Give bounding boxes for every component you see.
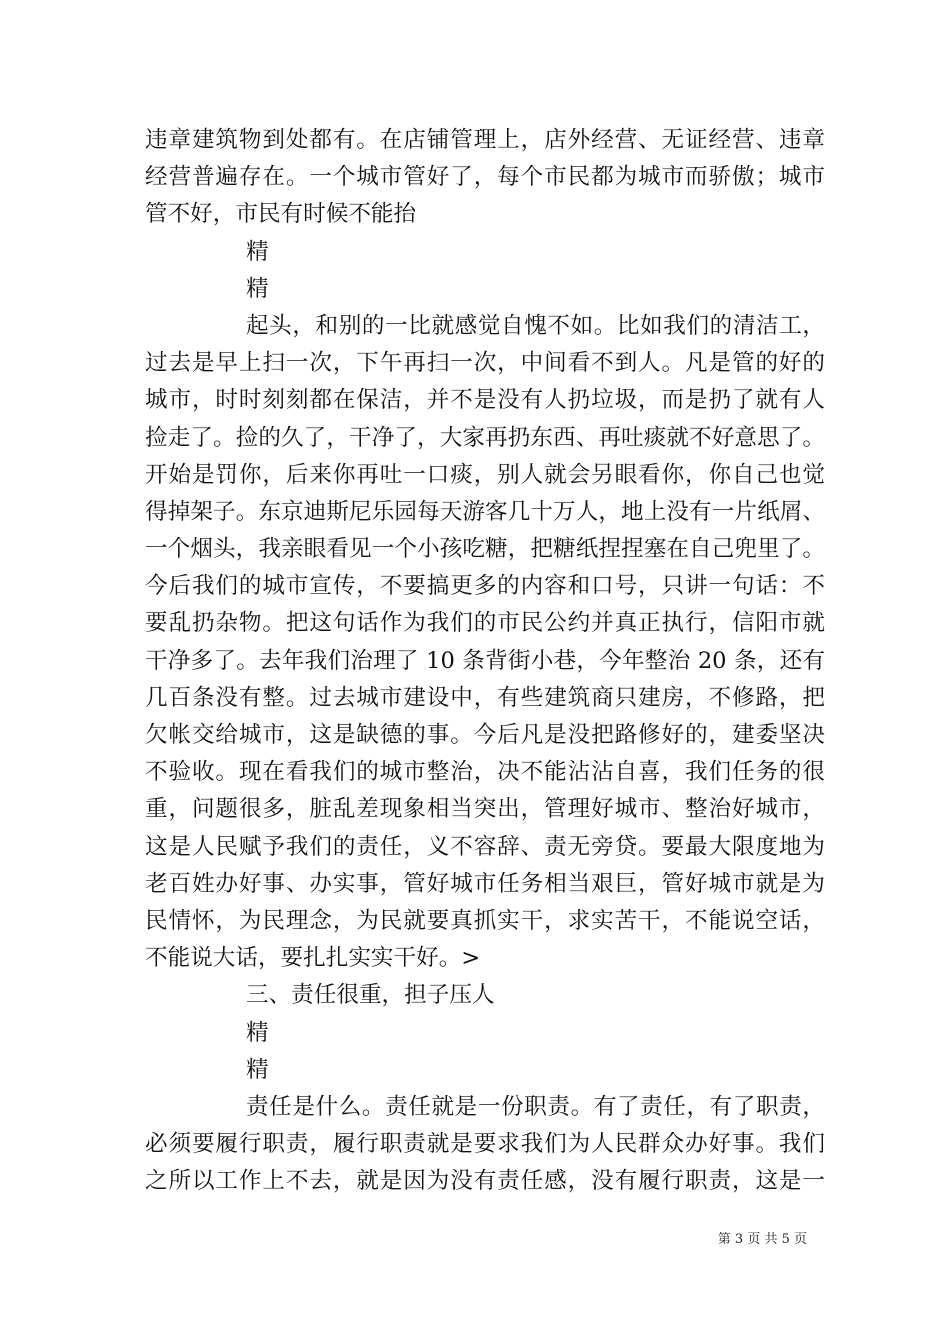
text-line: 干净多了。去年我们治理了 10 条背街小巷，今年整治 20 条，还有: [145, 647, 825, 674]
text-line: 经营普遍存在。一个城市管好了，每个市民都为城市而骄傲；城市: [145, 164, 825, 191]
text-line: 捡走了。捡的久了，干净了，大家再扔东西、再吐痰就不好意思了。: [145, 424, 825, 451]
text-line: 精: [246, 238, 269, 265]
text-line: 得掉架子。东京迪斯尼乐园每天游客几十万人，地上没有一片纸屑、: [145, 498, 825, 525]
text-line: 起头，和别的一比就感觉自愧不如。比如我们的清洁工，: [246, 312, 825, 339]
page-number-footer: 第 3 页 共 5 页: [717, 1232, 807, 1247]
text-line: 要乱扔杂物。把这句话作为我们的市民公约并真正执行，信阳市就: [145, 610, 825, 637]
text-line: 开始是罚你，后来你再吐一口痰，别人就会另眼看你，你自己也觉: [145, 461, 825, 488]
text-line: 必须要履行职责，履行职责就是要求我们为人民群众办好事。我们: [145, 1131, 825, 1158]
text-line: 这是人民赋予我们的责任，义不容辞、责无旁贷。要最大限度地为: [145, 833, 825, 860]
text-line: 几百条没有整。过去城市建设中，有些建筑商只建房，不修路，把: [145, 684, 825, 711]
text-line: 过去是早上扫一次，下午再扫一次，中间看不到人。凡是管的好的: [145, 350, 825, 377]
text-line: 不验收。现在看我们的城市整治，决不能沾沾自喜，我们任务的很: [145, 759, 825, 786]
text-line: 不能说大话，要扎扎实实干好。>: [145, 945, 481, 972]
text-line: 重，问题很多，脏乱差现象相当突出，管理好城市、整治好城市，: [145, 796, 825, 823]
text-line: 民情怀，为民理念，为民就要真抓实干，求实苦干，不能说空话，: [145, 907, 825, 934]
text-line: 一个烟头，我亲眼看见一个小孩吃糖，把糖纸捏捏塞在自己兜里了。: [145, 536, 825, 563]
text-line: 管不好，市民有时候不能抬: [145, 201, 417, 228]
text-line: 精: [246, 1019, 269, 1046]
text-line: 城市，时时刻刻都在保洁，并不是没有人扔垃圾，而是扔了就有人: [145, 387, 825, 414]
text-line: 老百姓办好事、办实事，管好城市任务相当艰巨，管好城市就是为: [145, 870, 825, 897]
text-line: 欠帐交给城市，这是缺德的事。今后凡是没把路修好的，建委坚决: [145, 722, 825, 748]
text-line: 之所以工作上不去，就是因为没有责任感，没有履行职责，这是一: [145, 1168, 825, 1195]
text-line: 三、责任很重，担子压人: [246, 982, 495, 1009]
text-line: 违章建筑物到处都有。在店铺管理上，店外经营、无证经营、违章: [145, 127, 825, 153]
text-line: 精: [246, 1056, 269, 1083]
body-text: [145, 122, 825, 1200]
text-line: 今后我们的城市宣传，不要搞更多的内容和口号，只讲一句话：不: [145, 573, 825, 600]
text-line: 责任是什么。责任就是一份职责。有了责任，有了职责，: [246, 1093, 825, 1120]
text-line: 精: [246, 275, 269, 302]
